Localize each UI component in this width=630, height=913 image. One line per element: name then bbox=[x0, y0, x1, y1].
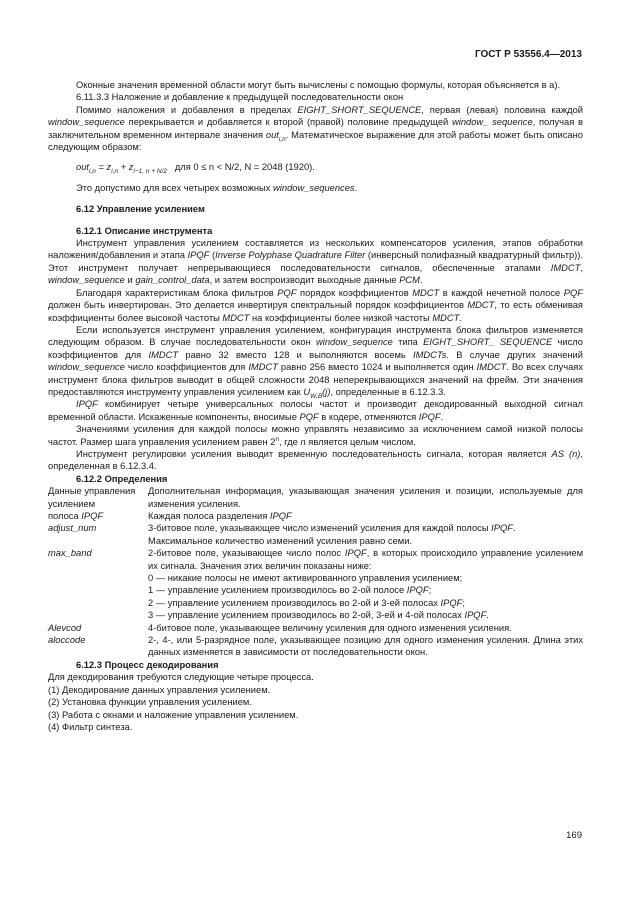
definition-term: Данные управления усилением bbox=[48, 486, 136, 509]
section-6-12-1-title: 6.12.1 Описание инструмента bbox=[76, 225, 213, 236]
definition-term: Alevcod bbox=[48, 622, 82, 633]
paragraph-overlap-add: Помимо наложения и добавления в пределах EIGHT_SHORT_SEQUENCE, первая (левая) половина каждой window_sequence перекрывается и добавляется к второй (правой) половине предыдущей window_ sequence, получая в заключительном временном интервале значения out$_{i,n}$. Математическое выражение для этой работы может быть описано следующим образом: bbox=[48, 104, 584, 153]
paragraph-window-sequences: Это допустимо для всех четырех возможных window_sequences. bbox=[76, 182, 358, 193]
paragraph-gain-output: Инструмент регулировки усиления выводит временную последовательность сигнала, которая является AS (n), определенная в 6.12.3.4. bbox=[48, 448, 583, 472]
paragraph-window-values: Оконные значения временной области могут быть вычислены с помощью формулы, которая объясняется в a). bbox=[76, 80, 561, 90]
section-6-12-2-title: 6.12.2 Определения bbox=[76, 473, 168, 484]
definitions-list bbox=[48, 485, 583, 659]
section-6-12-3-title: 6.12.3 Процесс декодирования bbox=[76, 659, 219, 670]
definition-desc: 2-, 4-, или 5-разрядное поле, указывающее позицию для одного изменения усиления. Длина этих данных изменяется в зависимости от последовательности окон. bbox=[148, 635, 583, 658]
definition-desc: Дополнительная информация, указывающая значения усиления и позиции, используемые для изменения усиления. bbox=[148, 486, 583, 509]
definition-term: aloccode bbox=[48, 635, 86, 646]
definition-desc: 3-битовое поле, указывающее число изменений усиления для каждой полосы IPQF. Максимальное количество изменений усиления равно семи. bbox=[148, 523, 516, 546]
definition-desc: Каждая полоса разделения IPQF bbox=[148, 511, 292, 521]
paragraph-gain-step: Значениями усиления для каждой полосы можно управлять независимо за исключением самой низкой полосы частот. Размер шага управления усилением равен 2$^n$, где n является целым числом. bbox=[48, 424, 583, 447]
section-6-12-title: 6.12 Управление усилением bbox=[76, 204, 205, 215]
section-6-11-3-3-title: 6.11.3.3 Наложение и добавление к предыдущей последовательности окон bbox=[76, 92, 404, 103]
document-header: ГОСТ Р 53556.4—2013 bbox=[474, 49, 582, 60]
paragraph-ipqf: IPQF комбинирует четыре универсальных полосы частот и производит декодированный выходной сигнал временной области. Искаженные компоненты, вносимые PQF в кодере, отменяются IPQF. bbox=[48, 399, 583, 422]
page-number: 169 bbox=[566, 830, 582, 841]
decoding-intro: Для декодирования требуются следующие четыре процесса. bbox=[48, 672, 314, 683]
definition-desc: 4-битовое поле, указывающее величину усиления для одного изменения усиления. bbox=[148, 622, 512, 633]
definition-term: полоса IPQF bbox=[48, 511, 104, 521]
page-body bbox=[48, 79, 583, 733]
definition-term: max_band bbox=[48, 548, 92, 559]
definition-term: adjust_num bbox=[48, 523, 97, 534]
list-item: (1) Декодирование данных управления усилением. bbox=[48, 684, 271, 695]
list-item: (4) Фильтр синтеза. bbox=[48, 721, 133, 732]
paragraph-pqf-order: Благодаря характеристикам блока фильтров PQF порядок коэффициентов MDCT в каждой нечетной полосе PQF должен быть инвертирован. Это делается инвертируя спектральный порядок коэффициентов MDCT, то есть обменивая коэффициенты более высокой частоты MDCT на коэффициенты более низкой частоты MDCT. bbox=[48, 287, 583, 323]
paragraph-filterbank-config: Если используется инструмент управления усилением, конфигурация инструмента блока фильтров изменяется следующим образом. В случае последовательности окон window_sequence типа EIGHT_SHORT_ SEQUENCE число коэффициентов для IMDCT равно 32 вместо 128 и выполняются восемь IMDCTs. В случае других значений window_sequence число коэффициентов для IMDCT равно 256 вместо 1024 и выполняется один IMDCT. Во всех случаях инструмент блока фильтров выводит в общей сложности 2048 неперекрывающихся значений на фрейм. Эти значения предоставляются инструменту управления усилением как $U_{W,B}(j)$, определенные в 6.12.3.3. bbox=[48, 324, 584, 400]
list-item: (3) Работа с окнами и наложение управления усилением. bbox=[48, 709, 299, 720]
list-item: (2) Установка функции управления усилением. bbox=[48, 697, 252, 708]
overlap-formula: $out_{i,n} = z_{i,n} + z_{i-1, n + N/2}$ для 0 ≤ n < N/2, N = 2048 (1920). bbox=[76, 162, 315, 176]
definition-desc: 2-битовое поле, указывающее число полос IPQF, в которых происходило управление усилением их сигнала. Значения этих величин показаны ниже: 0 — никакие полосы не имеют активированного управления усилением; 1 — управление усилением производилось во 2-ой полосе IPQF; 2 — управление усилением производилось во 2-ой и 3-ей полосах IPQF; 3 — управление усилением производилось во 2-ой, 3-ей и 4-ой полосах IPQF. bbox=[148, 548, 583, 621]
paragraph-tool-description: Инструмент управления усилением составляется из нескольких компенсаторов усиления, этапов обработки наложения/добавления и этапа IPQF (Inverse Polyphase Quadrature Filter (инверсный полифазный квадратурный фильтр)). Этот инструмент получает непрерывающиеся последовательности сигналов, обеспеченные этапами IMDCT, window_sequence и gain_control_data, и затем воспроизводит выходные данные PCM. bbox=[48, 238, 583, 286]
